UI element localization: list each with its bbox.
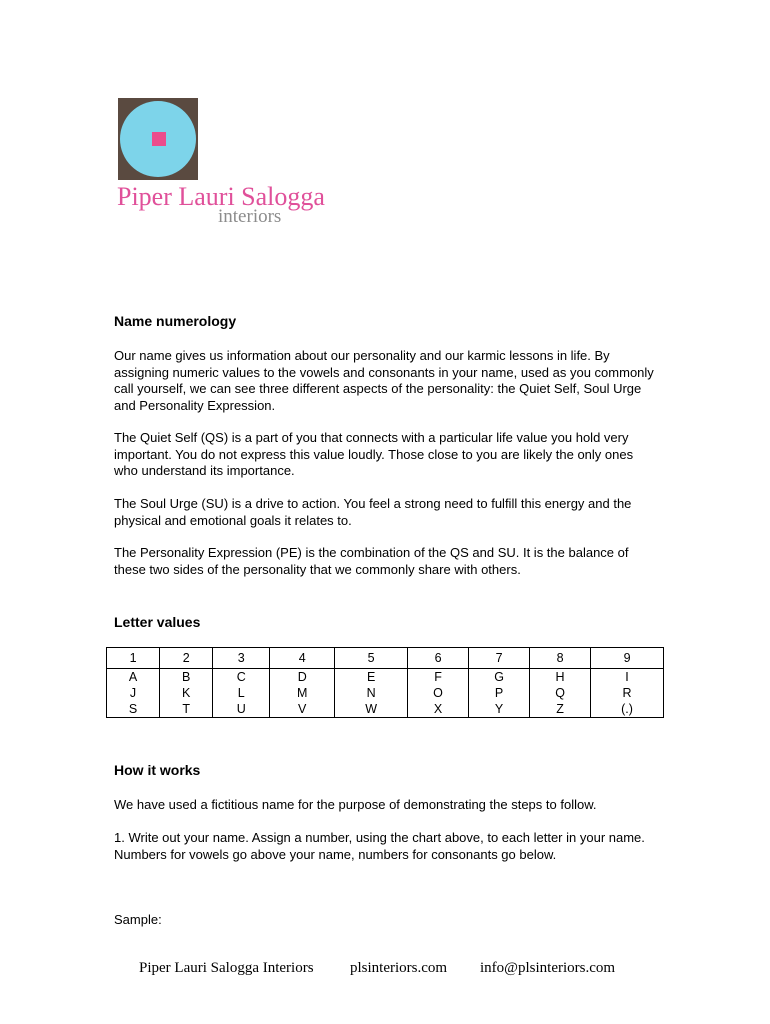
letter: K bbox=[181, 686, 191, 700]
footer-company: Piper Lauri Salogga Interiors bbox=[139, 960, 314, 976]
letter: E bbox=[366, 670, 376, 684]
letter: W bbox=[365, 702, 378, 716]
letter: U bbox=[236, 702, 246, 716]
letter: P bbox=[494, 686, 504, 700]
letter: C bbox=[236, 670, 246, 684]
logo-square bbox=[152, 132, 166, 146]
letter: Y bbox=[494, 702, 504, 716]
paragraph-soul-urge: The Soul Urge (SU) is a drive to action. You feel a strong need to fulfill this energy and the physical and emotional goals it relates to. bbox=[114, 496, 632, 528]
letter: Q bbox=[555, 686, 565, 700]
letter: V bbox=[298, 702, 307, 716]
footer-website: plsinteriors.com bbox=[350, 960, 448, 976]
section-title-name-numerology: Name numerology bbox=[114, 313, 237, 329]
letter: A bbox=[128, 670, 138, 684]
table-header-cell: 4 bbox=[270, 648, 335, 669]
table-header-cell: 7 bbox=[469, 648, 530, 669]
table-header-cell: 3 bbox=[213, 648, 270, 669]
letter: J bbox=[129, 686, 137, 700]
paragraph-intro: Our name gives us information about our personality and our karmic lessons in life. By assigning numeric values to the vowels and consonants in your name, used as you commonly call yourself, we can see three different aspects of the personality: the Quiet Self, Soul Urge and Personality Expression. bbox=[114, 348, 654, 413]
letter: (.) bbox=[621, 702, 633, 716]
paragraph-fictitious-name: We have used a fictitious name for the purpose of demonstrating the steps to follow. bbox=[114, 797, 597, 812]
letter: Z bbox=[556, 702, 564, 716]
letter: S bbox=[128, 702, 138, 716]
table-cell bbox=[335, 669, 408, 718]
table-header-cell: 1 bbox=[107, 648, 160, 669]
section-title-how-it-works: How it works bbox=[114, 762, 201, 778]
logo-subtitle: interiors bbox=[218, 206, 282, 227]
letter: R bbox=[622, 686, 632, 700]
section-title-letter-values: Letter values bbox=[114, 614, 201, 630]
table-cell bbox=[530, 669, 591, 718]
letter: I bbox=[625, 670, 629, 684]
table-header-row bbox=[107, 648, 664, 669]
table-header-cell: 5 bbox=[335, 648, 408, 669]
letter: M bbox=[297, 686, 308, 700]
logo-mark bbox=[118, 98, 198, 180]
letter: T bbox=[182, 702, 190, 716]
letter: F bbox=[434, 670, 442, 684]
paragraph-step-1: 1. Write out your name. Assign a number, using the chart above, to each letter in your name. Numbers for vowels go above your name, numbers for consonants go below. bbox=[114, 830, 645, 862]
table-header-cell: 6 bbox=[408, 648, 469, 669]
letter: O bbox=[433, 686, 443, 700]
table-cell bbox=[107, 669, 160, 718]
logo-wordmark: Piper Lauri Salogga bbox=[117, 182, 325, 211]
letter: D bbox=[297, 670, 307, 684]
table-cell bbox=[270, 669, 335, 718]
table-cell bbox=[213, 669, 270, 718]
table-header-cell: 2 bbox=[160, 648, 213, 669]
table-cell bbox=[591, 669, 664, 718]
paragraph-sample-label: Sample: bbox=[114, 912, 162, 927]
table-header-cell: 9 bbox=[591, 648, 664, 669]
letter: X bbox=[433, 702, 443, 716]
footer-email: info@plsinteriors.com bbox=[480, 960, 616, 976]
logo-circle bbox=[120, 101, 196, 177]
table-cell bbox=[160, 669, 213, 718]
letter: B bbox=[181, 670, 191, 684]
letter: L bbox=[237, 686, 245, 700]
letter: H bbox=[555, 670, 565, 684]
letter: G bbox=[494, 670, 504, 684]
table-cell bbox=[469, 669, 530, 718]
paragraph-quiet-self: The Quiet Self (QS) is a part of you that connects with a particular life value you hold very important. You do not express this value loudly. Those close to you are likely the only ones who understand its importance. bbox=[114, 430, 634, 478]
letter: N bbox=[366, 686, 376, 700]
table-letters-row bbox=[107, 669, 664, 718]
table-cell bbox=[408, 669, 469, 718]
table-header-cell: 8 bbox=[530, 648, 591, 669]
paragraph-personality-expression: The Personality Expression (PE) is the combination of the QS and SU. It is the balance of these two sides of the personality that we commonly share with others. bbox=[114, 545, 629, 577]
letter-values-table bbox=[106, 647, 664, 718]
